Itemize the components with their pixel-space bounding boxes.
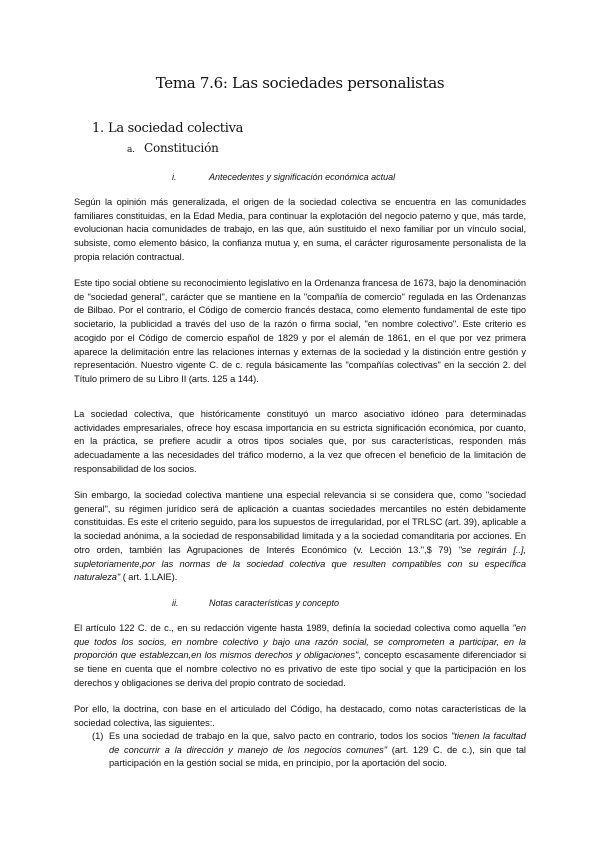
subsection-heading (127, 141, 219, 155)
subheading-notas (172, 598, 339, 608)
subheading-label: Antecedentes y significación económica actual (209, 172, 396, 182)
list-item (92, 730, 526, 771)
paragraph-text: , concepto escasamente diferenciador si se tiene en cuenta que el nombre colectivo no es privativo de este tipo social y que la participación en los derechos y obligaciones se deriva del propio contrato de sociedad. (74, 650, 526, 688)
list-text: Es una sociedad de trabajo en la que, salvo pacto en contrario, todos los socios (109, 731, 451, 741)
quoted-text: "tienen la facultad de concurrir a la dirección y manejo de los negocios comunes" (109, 731, 526, 755)
quoted-text: "se regirán [..], supletoriamente,por las normas de la sociedad colectiva que resulten compatibles con su específica naturaleza" (74, 544, 526, 583)
list-item-body (92, 730, 526, 771)
subsection-number: a. (127, 145, 135, 155)
paragraph-legislation: Este tipo social obtiene su reconocimiento legislativo en la Ordenanza francesa de 1673, bajo la denominación de "sociedad general", carácter que se mantiene en la "compañía de comercio" regulada en las Ordenanzas de Bilbao. Por el contrario, el Código de comercio francés destaca, como elemento fundamental de este tipo societario, la publicidad a través del uso de la razón o firma social, "en nombre colectivo". Este criterio es acogido por el Código de comercio español de 1829 y por el alemán de 1861, en el que por vez primera aparece la delimitación entre las relaciones internas y externas de la sociedad y la distinción entre gestión y representación. Nuestro vigente C. de c. regula básicamente las "compañías colectivas" en la sección 2. del Título primero de su Libro II (arts. 125 a 144). (74, 278, 526, 384)
section-label: La sociedad colectiva (108, 121, 244, 136)
section-number: 1. (92, 121, 104, 136)
paragraph-origin: Según la opinión más generalizada, el origen de la sociedad colectiva se encuentra en las comunidades familiares constituidas, en la Edad Media, para continuar la explotación del negocio paterno y que, más tarde, evolucionan hacia comunidades de trabajo, en las que, aún sustituido el nexo familiar por un vínculo social, subsiste, como elemento básico, la confianza mutua y, en suma, el carácter rigurosamente personalista de la propia relación contractual. (74, 197, 526, 262)
subheading-number: i. (172, 172, 177, 182)
paragraph-definition (74, 622, 526, 691)
subheading-antecedentes (172, 172, 395, 182)
subsection-label: Constitución (144, 141, 219, 155)
page-title: Tema 7.6: Las sociedades personalistas (155, 74, 445, 92)
paragraph-relevance (74, 489, 526, 585)
paragraph-doctrine: Por ello, la doctrina, con base en el articulado del Código, ha destacado, como notas características de la sociedad colectiva, las siguientes:. (74, 704, 526, 728)
paragraph-text: Sin embargo, la sociedad colectiva mantiene una especial relevancia si se considera que, como "sociedad general", su régimen jurídico será de aplicación a cuantas sociedades mercantiles no estén debidamente constituidas. Es este el criterio seguido, para los supuestos de irregularidad, por el TRLSC (art. 39), aplicable a la sociedad anónima, a la sociedad de responsabilidad limitada y a la sociedad comanditaria por acciones. En otro orden, también las Agrupaciones de Interés Económico (v. Lección 13.",$ 79) (74, 490, 526, 555)
section-heading (92, 121, 243, 136)
quoted-text: "en que todos los socios, en nombre colectivo y bajo una razón social, se comprometen a participar, en la proporción que establezcan,en los mismos derechos y obligaciones" (74, 623, 526, 661)
subheading-label: Notas características y concepto (209, 598, 340, 608)
list-text: (art. 129 C. de c.), sin que tal participación en la gestión social se mida, en principio, por la aportación del socio. (109, 744, 526, 769)
list-marker: (1) (92, 731, 104, 741)
paragraph-importance: La sociedad colectiva, que históricamente constituyó un marco asociativo idóneo para determinadas actividades empresariales, ofrece hoy escasa importancia en su estricta significación económica, por cuanto, en la práctica, se prefiere acudir a otros tipos sociales que, por sus características, responden más adecuadamente a las necesidades del tráfico moderno, a la vez que ofrecen el beneficio de la limitación de responsabilidad de los socios. (74, 409, 526, 474)
subheading-number: ii. (172, 598, 179, 608)
paragraph-text: El artículo 122 C. de c., en su redacción vigente hasta 1989, definía la sociedad colectiva como aquella (74, 623, 513, 633)
paragraph-text: ( art. 1.LAIE). (120, 572, 178, 583)
